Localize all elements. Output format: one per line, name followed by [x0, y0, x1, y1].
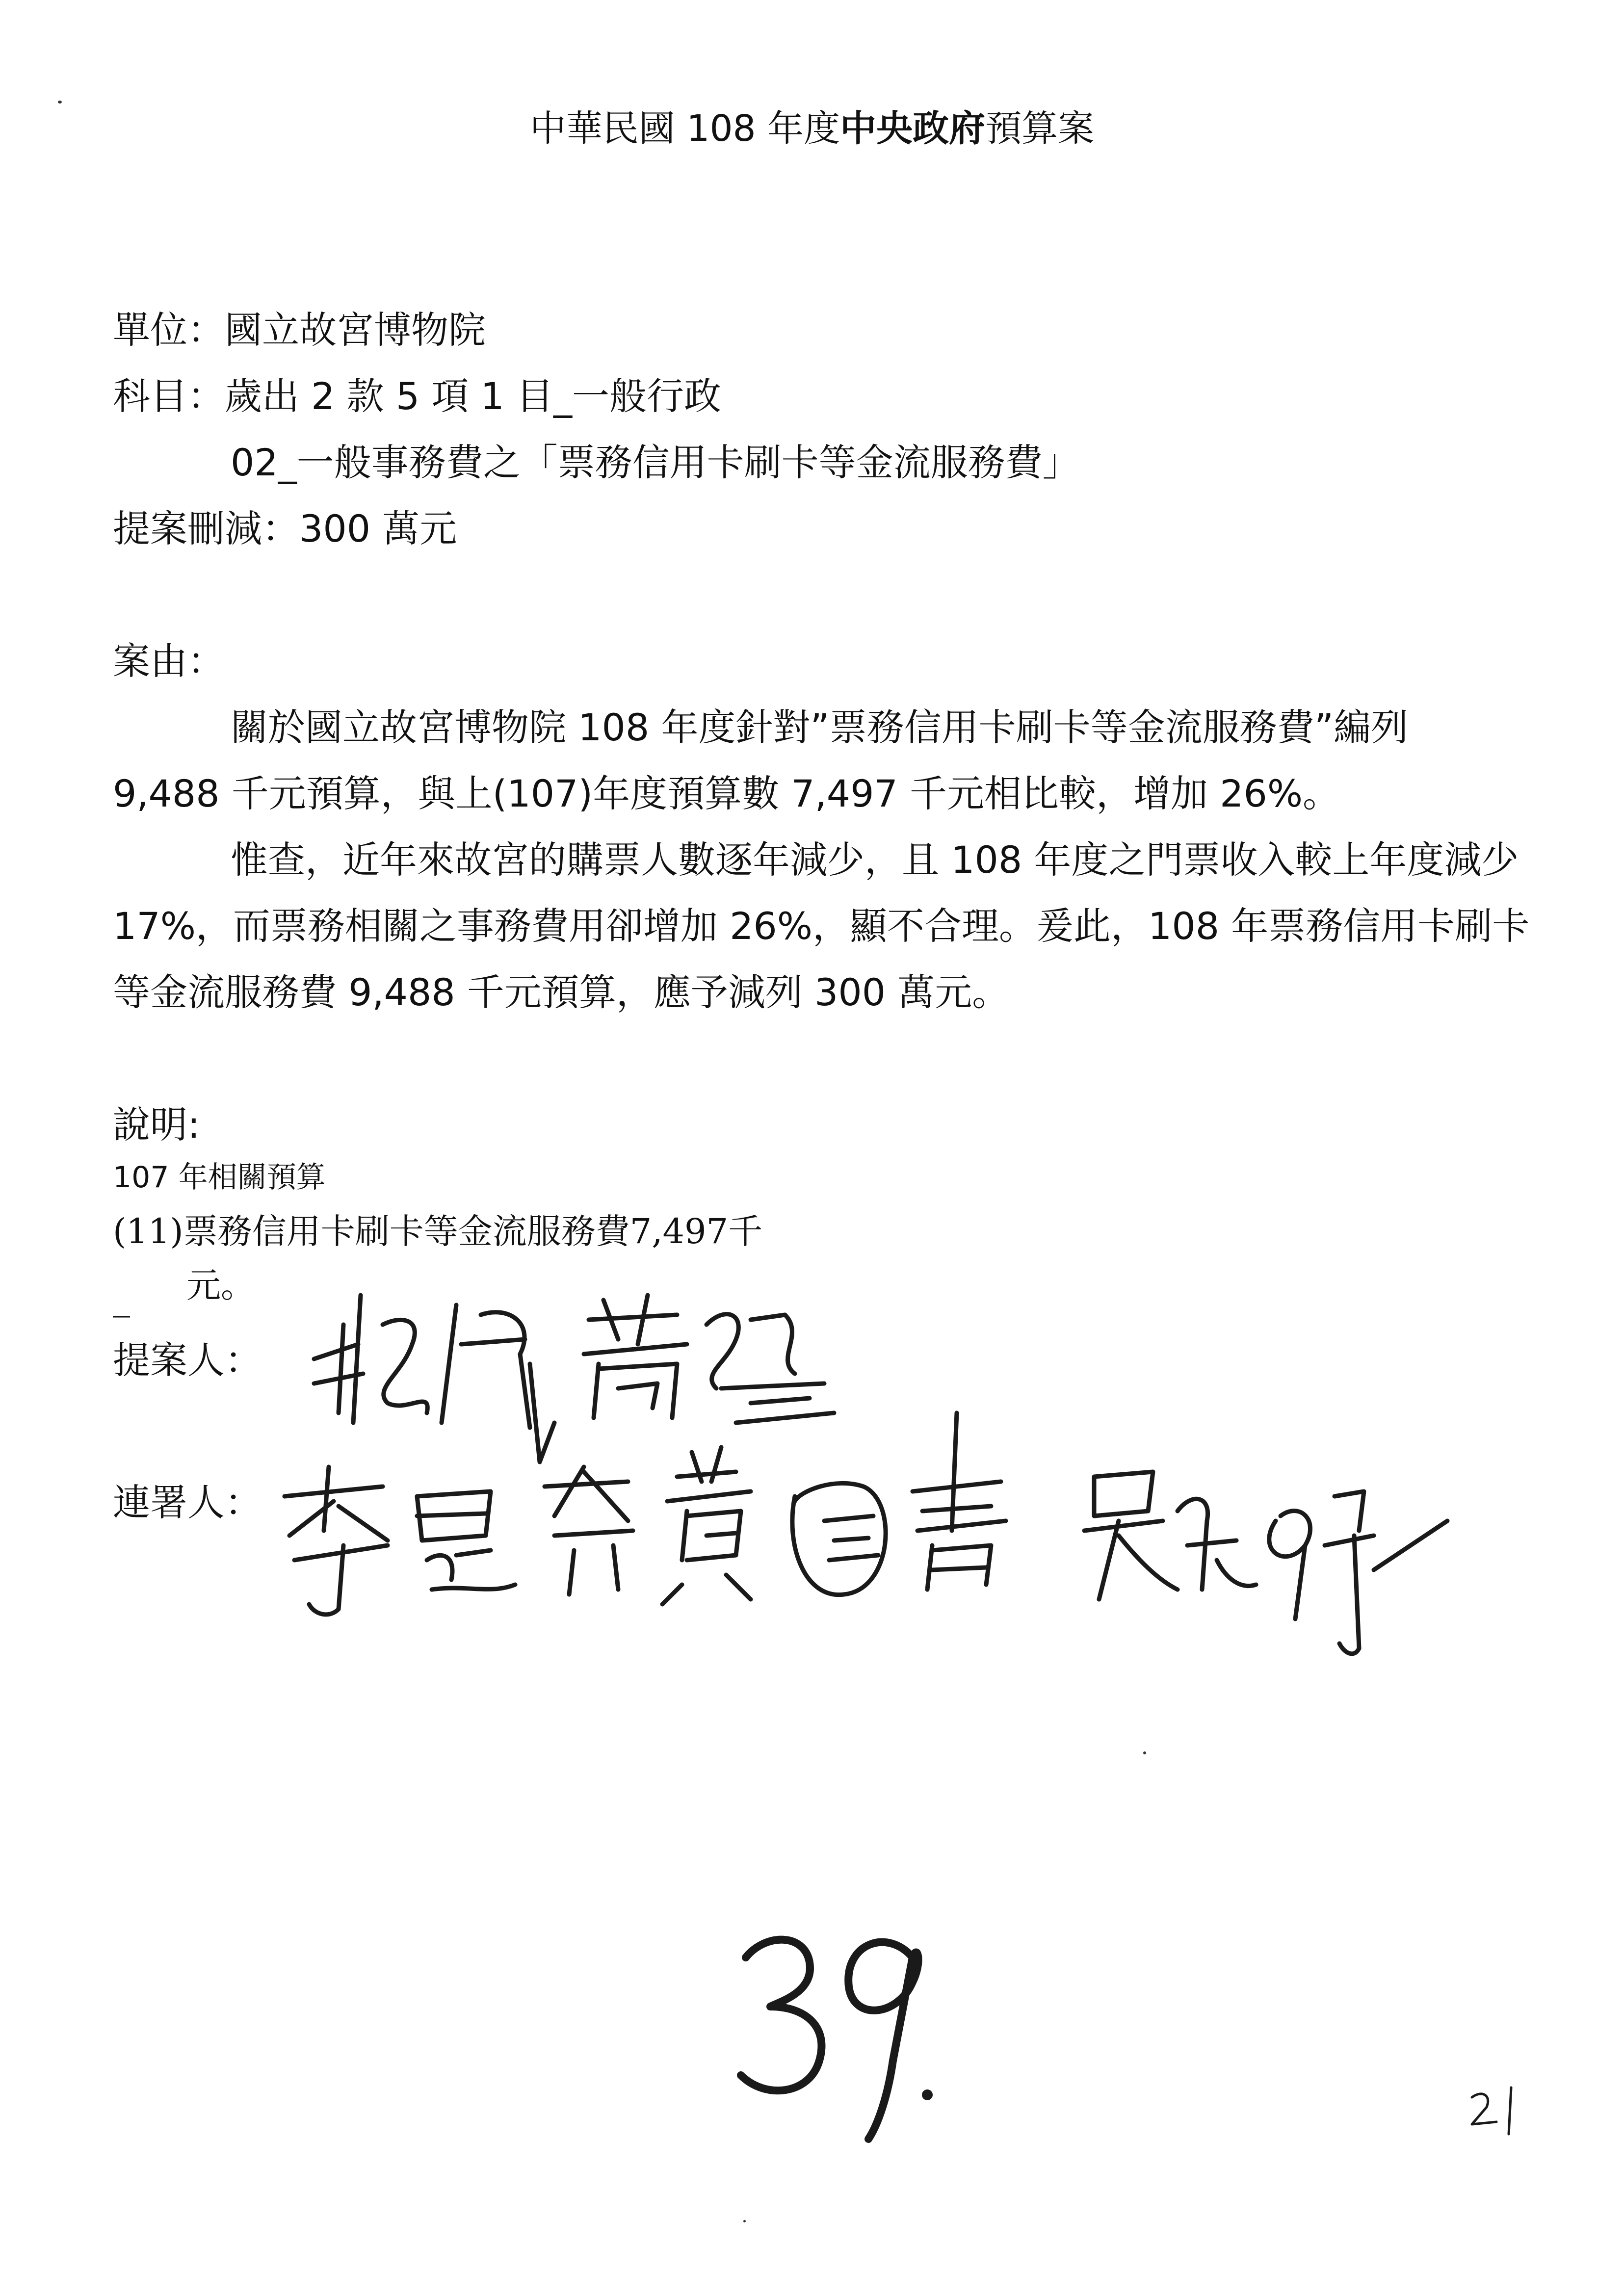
- explain-item-line-1: (11)票務信用卡刷卡等金流服務費7,497千: [113, 1211, 763, 1252]
- proposer-label: 提案人：: [113, 1338, 262, 1382]
- reason-label: 案由：: [113, 639, 225, 683]
- cosigner-signature-1: [285, 1467, 633, 1615]
- reason-paragraph-2-line-1: 惟查，近年來故宮的購票人數逐年減少，且 108 年度之門票收入較上年度減少: [231, 838, 1519, 882]
- cosigner-signature-3: [1084, 1472, 1447, 1654]
- explain-subheading: 107 年相關預算: [113, 1160, 326, 1195]
- unit-line: 單位：國立故宮博物院: [113, 308, 486, 352]
- explain-item-line-2: 元。: [186, 1265, 255, 1305]
- explain-label: 說明:: [113, 1103, 200, 1147]
- proposer-signature: [314, 1295, 834, 1462]
- title-bold-part: 中央政府: [840, 107, 986, 150]
- scan-speck: [58, 101, 62, 104]
- subject-line: 科目：歲出 2 款 5 項 1 目_一般行政: [113, 374, 722, 418]
- reason-paragraph-2-line-2: 17%，而票務相關之事務費用卻增加 26%，顯不合理。爰此，108 年票務信用卡刷卡: [113, 904, 1530, 948]
- stray-dash: _: [113, 1278, 130, 1318]
- subject-sub-line: 02_一般事務費之「票務信用卡刷卡等金流服務費」: [231, 441, 1080, 484]
- reason-paragraph-1-line-1: 關於國立故宮博物院 108 年度針對”票務信用卡刷卡等金流服務費”編列: [231, 705, 1409, 749]
- title-prefix: 中華民國 108 年度: [529, 107, 840, 150]
- title-suffix: 預算案: [985, 107, 1095, 150]
- scan-speck: [743, 2220, 746, 2222]
- scan-speck: [1143, 1751, 1146, 1754]
- cut-amount-line: 提案刪減：300 萬元: [113, 507, 457, 550]
- cosigner-label: 連署人：: [113, 1481, 262, 1524]
- handwritten-page-number: [741, 1940, 933, 2139]
- reason-paragraph-2-line-3: 等金流服務費 9,488 千元預算，應予減列 300 萬元。: [113, 970, 1010, 1014]
- reason-paragraph-1-line-2: 9,488 千元預算，與上(107)年度預算數 7,497 千元相比較，增加 26%。: [113, 772, 1340, 815]
- cosigner-signature-2: [662, 1413, 1006, 1604]
- corner-page-mark: [1472, 2087, 1511, 2134]
